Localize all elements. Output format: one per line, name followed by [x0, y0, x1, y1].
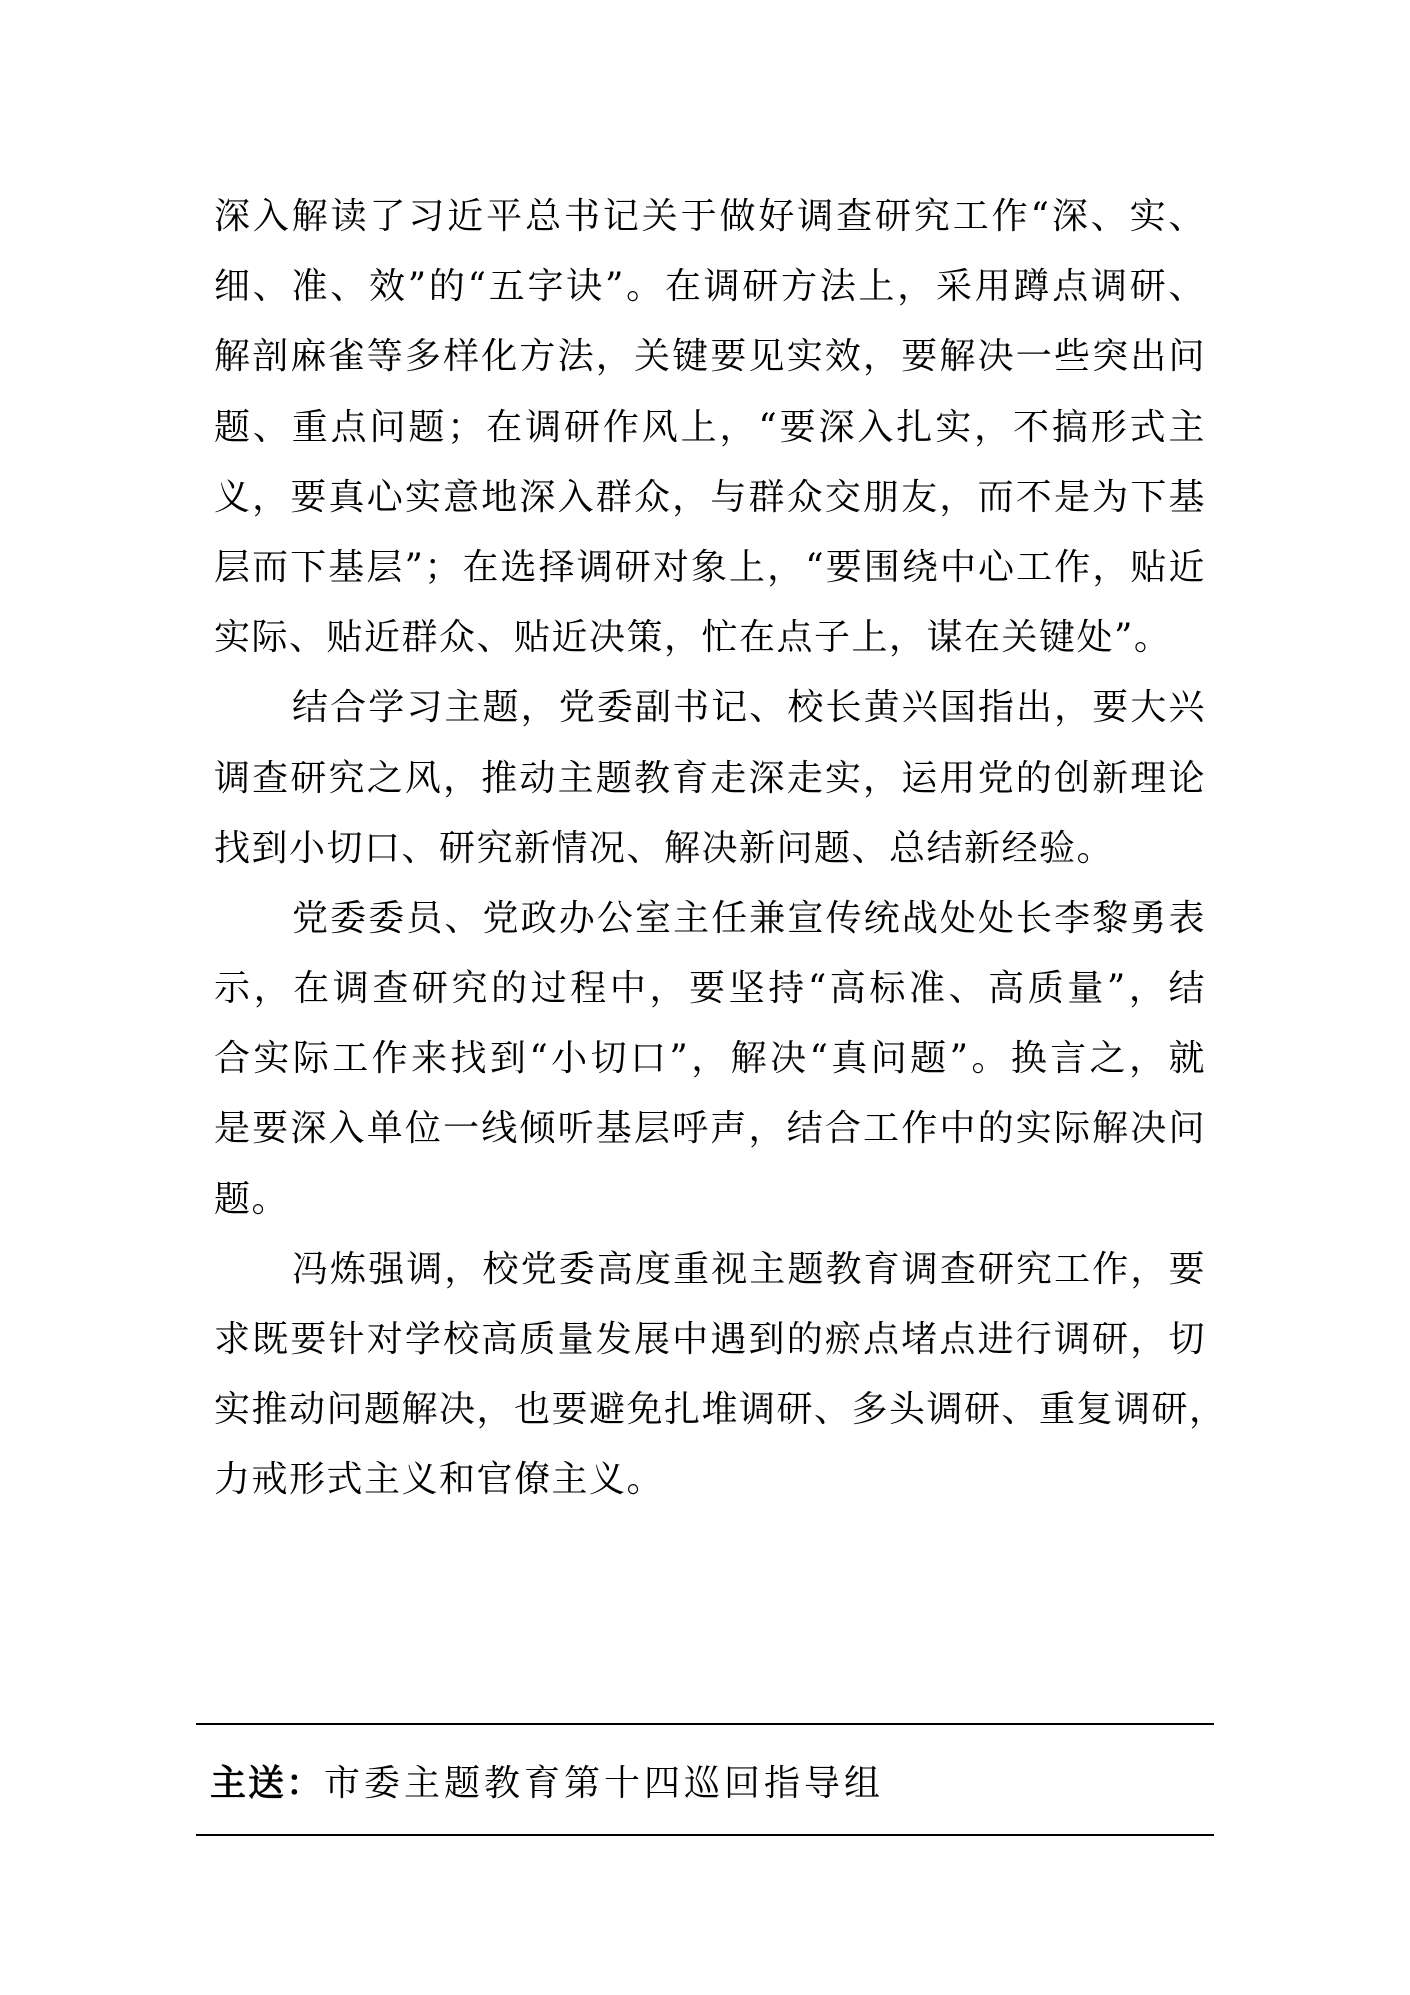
paragraph-line: 层而下基层”；在选择调研对象上，“要围绕中心工作，贴近: [214, 546, 1206, 588]
paragraph-line: 是要深入单位一线倾听基层呼声，结合工作中的实际解决问: [214, 1108, 1206, 1150]
paragraph-line: 示，在调查研究的过程中，要坚持“高标准、高质量”，结: [214, 968, 1206, 1010]
paragraph-line: 题、重点问题；在调研作风上，“要深入扎实，不搞形式主: [214, 406, 1206, 448]
paragraph-line: 解剖麻雀等多样化方法，关键要见实效，要解决一些突出问: [214, 336, 1206, 378]
body-text: [214, 182, 1227, 1516]
paragraph-line: 深入解读了习近平总书记关于做好调查研究工作“深、实、: [214, 196, 1206, 237]
paragraph-line: 题。: [214, 1178, 290, 1220]
paragraph-line: 义，要真心实意地深入群众，与群众交朋友，而不是为下基: [214, 476, 1206, 518]
distribution-line: [210, 1756, 884, 1812]
footer-bottom-rule: [196, 1834, 1214, 1836]
paragraph-line: 冯炼强调，校党委高度重视主题教育调查研究工作，要: [292, 1248, 1206, 1290]
paragraph-line: 找到小切口、研究新情况、解决新问题、总结新经验。: [214, 827, 1115, 869]
paragraph-line: 结合学习主题，党委副书记、校长黄兴国指出，要大兴: [292, 687, 1206, 729]
paragraph-line: 党委委员、党政办公室主任兼宣传统战处处长李黎勇表: [292, 897, 1206, 939]
paragraph-line: 调查研究之风，推动主题教育走深走实，运用党的创新理论: [214, 757, 1206, 799]
cc-recipient: 市委主题教育第十四巡回指导组: [324, 1763, 885, 1804]
footer-top-rule: [196, 1723, 1214, 1725]
paragraph-line: 实际、贴近群众、贴近决策，忙在点子上，谋在关键处”。: [214, 617, 1172, 659]
paragraph-line: 求既要针对学校高质量发展中遇到的瘀点堵点进行调研，切: [214, 1319, 1206, 1360]
paragraph-line: 实推动问题解决，也要避免扎堆调研、多头调研、重复调研，: [214, 1389, 1227, 1431]
paragraph-line: 力戒形式主义和官僚主义。: [214, 1459, 665, 1501]
cc-label: 主送：: [210, 1763, 325, 1804]
paragraph-line: 合实际工作来找到“小切口”，解决“真问题”。换言之，就: [214, 1038, 1206, 1080]
paragraph-line: 细、准、效”的“五字诀”。在调研方法上，采用蹲点调研、: [214, 266, 1206, 308]
